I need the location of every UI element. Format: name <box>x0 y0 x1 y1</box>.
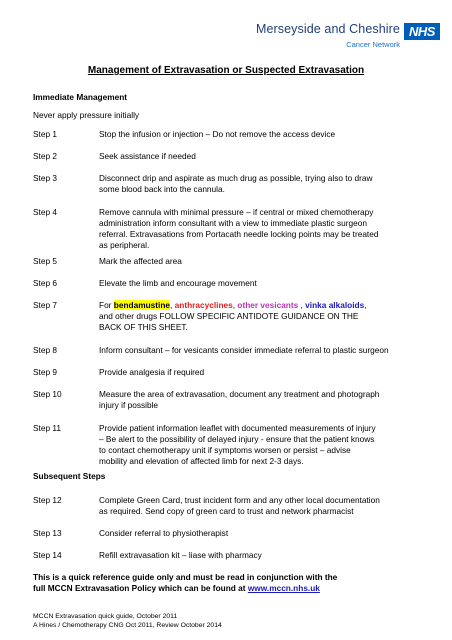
step-label: Step 14 <box>33 550 62 560</box>
step-text: Seek assistance if needed <box>99 151 196 161</box>
org-name: Merseyside and Cheshire <box>255 22 400 36</box>
step-label: Step 13 <box>33 528 62 538</box>
step-label: Step 8 <box>33 345 57 355</box>
document-title: Management of Extravasation or Suspected Extravasation <box>87 65 365 76</box>
step-label: Step 1 <box>33 129 57 139</box>
step-text: Disconnect drip and aspirate as much drug as possible, trying also to draw some blood back into the cannula. <box>99 173 373 194</box>
step-label: Step 2 <box>33 151 57 161</box>
step-text: Measure the area of extravasation, document any treatment and photograph injury if possible <box>99 389 380 410</box>
step-label: Step 12 <box>33 495 62 505</box>
step-label: Step 6 <box>33 278 57 288</box>
step-text: Stop the infusion or injection – Do not remove the access device <box>99 129 336 139</box>
immediate-heading: Immediate Management <box>33 92 128 102</box>
org-subtitle: Cancer Network <box>346 40 400 49</box>
step-label: Step 9 <box>33 367 57 377</box>
step-text: Inform consultant – for vesicants consider immediate referral to plastic surgeon <box>99 345 389 355</box>
step-text: Remove cannula with minimal pressure – if central or mixed chemotherapy administration inform consultant with a view to immediate plastic surgeon referral. Extravasations from Portacath needle locking points may be treated as peripheral. <box>99 207 379 250</box>
step-text: Provide analgesia if required <box>99 367 205 377</box>
footer: MCCN Extravasation quick guide, October 2011 A Hines / Chemotherapy CNG Oct 2011, Review October 2014 <box>33 613 222 629</box>
step-text: Mark the affected area <box>99 256 182 266</box>
closing-note: This is a quick reference guide only and must be read in conjunction with the full MCCN Extravasation Policy which can be found at www.mccn.nhs.uk <box>33 572 338 593</box>
step-label: Step 4 <box>33 207 57 217</box>
subsequent-heading: Subsequent Steps <box>33 471 106 481</box>
drug-anthracyclines: anthracyclines <box>174 300 233 310</box>
step-text: Complete Green Card, trust incident form and any other local documentation as required. Send copy of green card to trust and network pharmacist <box>99 495 380 516</box>
step-text: Refill extravasation kit – liase with pharmacy <box>99 550 262 560</box>
drug-vinka-alkaloids: vinka alkaloids <box>305 300 365 310</box>
drug-bendamustine: bendamustine <box>113 300 171 310</box>
step-label: Step 3 <box>33 173 57 183</box>
intro-text: Never apply pressure initially <box>33 110 140 120</box>
step-label: Step 5 <box>33 256 57 266</box>
step-text: Elevate the limb and encourage movement <box>99 278 257 288</box>
step-text: Consider referral to physiotherapist <box>99 528 229 538</box>
step-text: Provide patient information leaflet with documented measurements of injury – Be alert to the possibility of delayed injury - ensure that the patient knows to contact chemotherapy unit if symptoms worsen or persist – advise mobility and elevation of affected limb for next 2-3 days. <box>99 423 376 466</box>
policy-link[interactable]: www.mccn.nhs.uk <box>247 583 320 593</box>
step-label: Step 10 <box>33 389 62 399</box>
step-label: Step 11 <box>33 423 61 433</box>
step-label: Step 7 <box>33 300 57 310</box>
step-text: For bendamustine, anthracyclines, other vesicants , vinka alkaloids, and other drugs FOLLOW SPECIFIC ANTIDOTE GUIDANCE ON THE BACK OF THIS SHEET. <box>99 300 367 332</box>
nhs-logo-badge: NHS <box>404 23 440 40</box>
drug-other-vesicants: other vesicants <box>237 300 299 310</box>
